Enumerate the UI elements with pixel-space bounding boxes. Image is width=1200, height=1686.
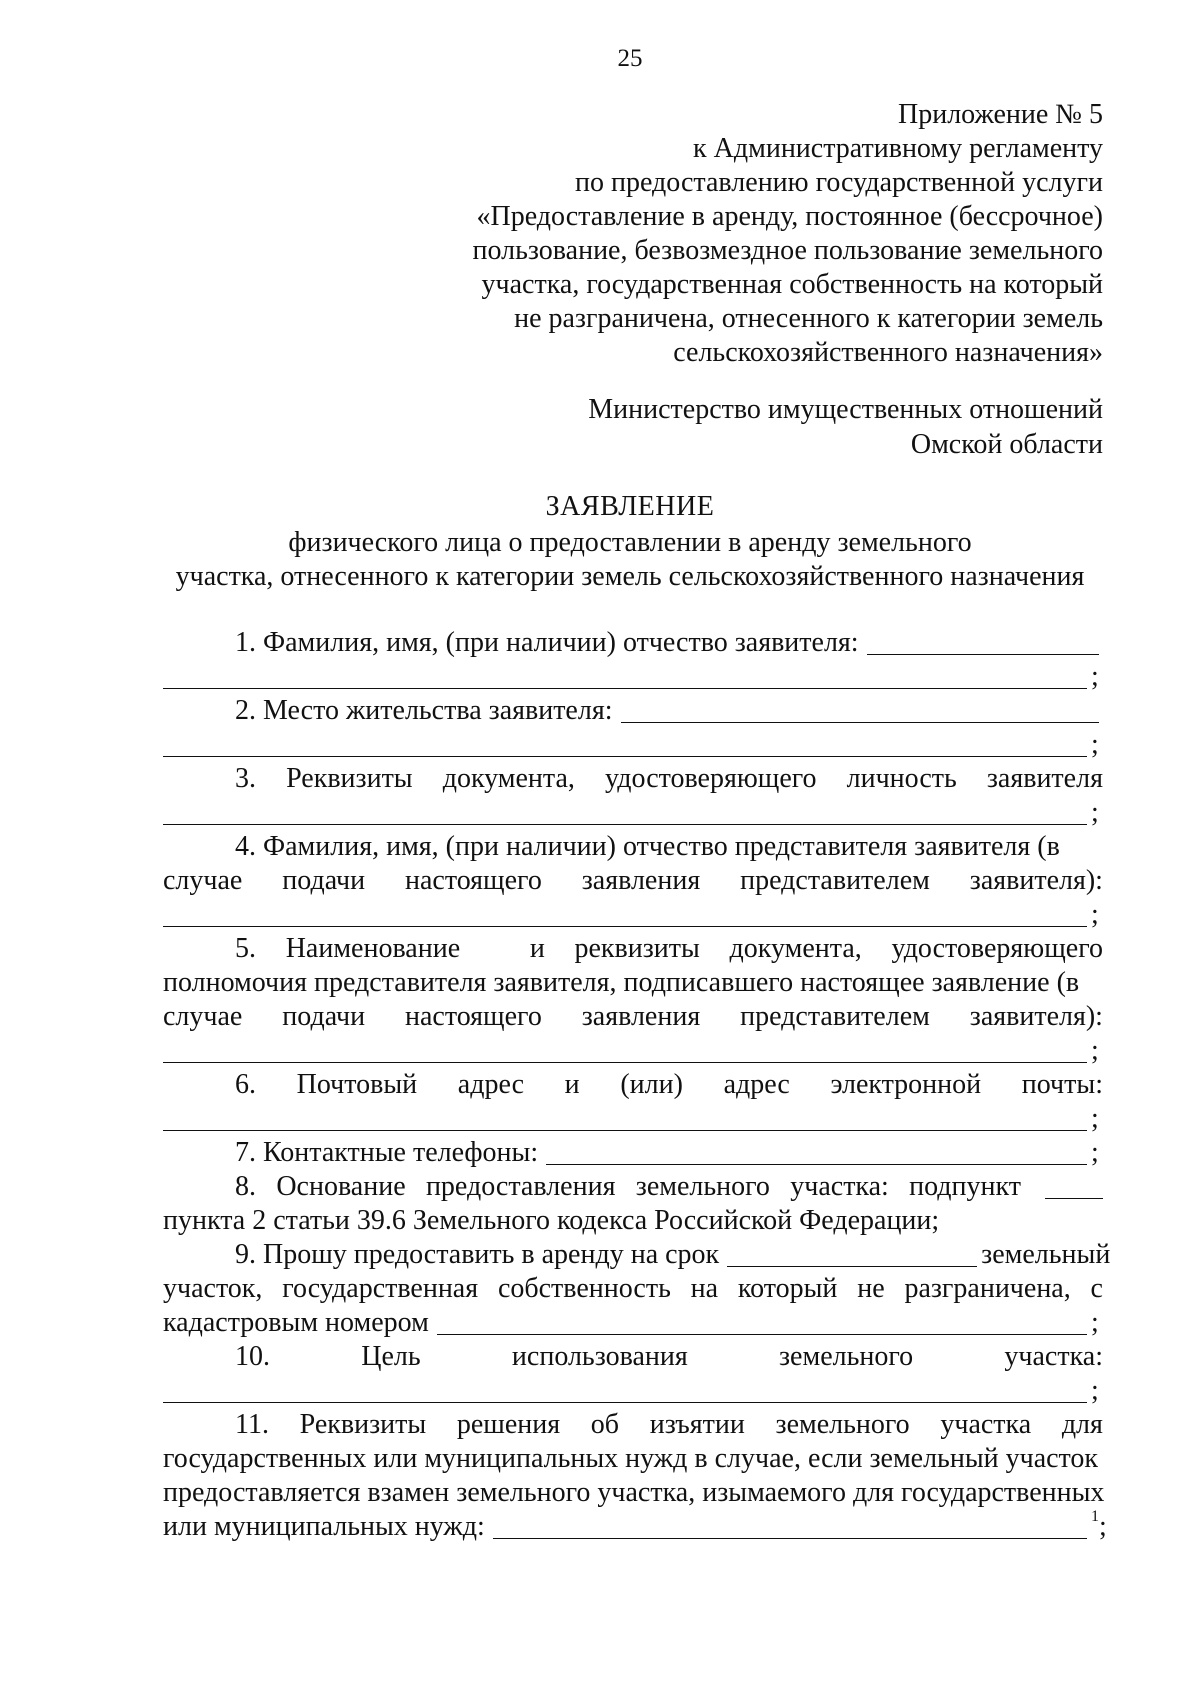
word: участка: <box>1004 1341 1103 1372</box>
item-11-line-3 <box>163 1476 1103 1510</box>
word: государственная <box>282 1273 479 1304</box>
word: собственность <box>497 1273 671 1304</box>
postal-email-field[interactable] <box>163 1106 1087 1131</box>
word: решения <box>456 1409 561 1440</box>
addressee-line-1: Министерство имущественных отношений <box>588 394 1103 425</box>
addressee <box>588 392 1103 462</box>
word: земельного <box>778 1341 914 1372</box>
word: разграничена, <box>904 1273 1071 1304</box>
item-1 <box>163 626 1103 660</box>
appendix-line: пользование, безвозмездное пользование земельного <box>472 235 1103 266</box>
appendix-line: «Предоставление в аренду, постоянное (бессрочное) <box>476 201 1103 232</box>
word: представителем <box>740 1001 930 1032</box>
semicolon: ; <box>1091 1103 1099 1134</box>
item-11-line-2 <box>163 1442 1103 1476</box>
residence-field[interactable] <box>621 698 1100 723</box>
word: Основание <box>276 1171 406 1202</box>
word: участка: <box>790 1171 889 1202</box>
identity-document-field[interactable] <box>163 800 1087 825</box>
item-3 <box>163 762 1103 796</box>
semicolon: ; <box>1099 1511 1107 1542</box>
word: заявления <box>581 865 701 896</box>
word: случае <box>163 1001 243 1032</box>
word: использования <box>511 1341 688 1372</box>
item-4-line-2 <box>163 864 1103 898</box>
applicant-name-field[interactable] <box>867 630 1099 655</box>
word: настоящего <box>404 865 542 896</box>
word: изъятии <box>649 1409 745 1440</box>
word: участок, <box>163 1273 263 1304</box>
word: и <box>564 1069 580 1100</box>
word: заявителя <box>986 763 1103 794</box>
item-9-line-3 <box>163 1306 1103 1340</box>
page-number: 25 <box>617 45 643 72</box>
word: настоящего <box>404 1001 542 1032</box>
appendix-line: Приложение № 5 <box>898 99 1103 130</box>
word: об <box>590 1409 620 1440</box>
word: документа, <box>729 933 862 964</box>
appendix-line: по предоставлению государственной услуги <box>575 167 1103 198</box>
word: 10. <box>235 1341 270 1372</box>
appendix-line: сельскохозяйственного назначения» <box>673 337 1103 368</box>
item-9-word: земельный <box>981 1239 1111 1270</box>
subparagraph-field[interactable] <box>1045 1174 1103 1199</box>
withdrawal-decision-field[interactable] <box>493 1514 1087 1539</box>
item-8 <box>163 1170 1103 1204</box>
word: подпункт <box>909 1171 1021 1202</box>
authority-document-field[interactable] <box>163 1038 1087 1063</box>
addressee-line-2: Омской области <box>910 429 1103 460</box>
item-5-continuation <box>163 1034 1103 1068</box>
word: предоставления <box>425 1171 616 1202</box>
semicolon: ; <box>1091 1307 1099 1338</box>
subtitle-line-2: участка, отнесенного к категории земель сельскохозяйственного назначения <box>175 561 1085 592</box>
word: удостоверяющего <box>605 763 817 794</box>
word: Наименование <box>285 933 461 964</box>
word: для <box>1061 1409 1103 1440</box>
word: 5. <box>235 933 256 964</box>
word: земельного <box>635 1171 770 1202</box>
document-subtitle <box>150 526 1110 594</box>
semicolon: ; <box>1091 1137 1099 1168</box>
word: (или) <box>620 1069 683 1100</box>
item-6 <box>163 1068 1103 1102</box>
word: адрес <box>457 1069 525 1100</box>
applicant-name-field-cont[interactable] <box>163 664 1087 689</box>
word: удостоверяющего <box>891 933 1103 964</box>
word: представителем <box>740 865 930 896</box>
word: не <box>857 1273 885 1304</box>
item-11-label: или муниципальных нужд: <box>163 1511 485 1542</box>
residence-field-cont[interactable] <box>163 732 1087 757</box>
word: 6. <box>235 1069 256 1100</box>
item-11-line-4 <box>163 1508 1107 1544</box>
word: 11. <box>235 1409 269 1440</box>
item-5-line-3 <box>163 1000 1103 1034</box>
word: 3. <box>235 763 256 794</box>
appendix-heading <box>473 98 1103 370</box>
item-4-continuation <box>163 898 1103 932</box>
application-form <box>163 626 1111 1544</box>
semicolon: ; <box>1091 1035 1099 1066</box>
item-6-continuation <box>163 1102 1103 1136</box>
item-11-text: предоставляется взамен земельного участка, изымаемого для государственных <box>163 1477 1105 1508</box>
item-2-continuation <box>163 728 1103 762</box>
land-use-purpose-field[interactable] <box>163 1378 1087 1403</box>
appendix-line: участка, государственная собственность на который <box>481 269 1103 300</box>
lease-term-field[interactable] <box>727 1242 977 1267</box>
word: Цель <box>361 1341 421 1372</box>
word: Почтовый <box>296 1069 418 1100</box>
word: участка <box>940 1409 1032 1440</box>
item-2 <box>163 694 1103 728</box>
word: документа, <box>442 763 575 794</box>
subtitle-line-1: физического лица о предоставлении в аренду земельного <box>288 527 972 558</box>
item-5-line-2 <box>163 966 1103 1000</box>
item-8-words <box>235 1170 1021 1204</box>
semicolon: ; <box>1091 661 1099 692</box>
item-9 <box>163 1238 1111 1272</box>
item-5-text: полномочия представителя заявителя, подписавшего настоящее заявление (в <box>163 967 1080 998</box>
phone-field[interactable] <box>546 1140 1087 1165</box>
word: заявителя): <box>969 1001 1103 1032</box>
word: Реквизиты <box>299 1409 427 1440</box>
semicolon: ; <box>1091 1375 1099 1406</box>
semicolon: ; <box>1091 797 1099 828</box>
item-11-text: государственных или муниципальных нужд в случае, если земельный участок <box>163 1443 1099 1474</box>
item-8-text: пункта 2 статьи 39.6 Земельного кодекса Российской Федерации; <box>163 1205 940 1236</box>
semicolon: ; <box>1091 899 1099 930</box>
item-10-continuation <box>163 1374 1103 1408</box>
representative-name-field[interactable] <box>163 902 1087 927</box>
appendix-line: к Административному регламенту <box>693 133 1103 164</box>
item-2-label: 2. Место жительства заявителя: <box>235 695 613 726</box>
word: подачи <box>282 865 366 896</box>
word: и <box>529 933 545 964</box>
word: с <box>1090 1273 1103 1304</box>
item-4-label: 4. Фамилия, имя, (при наличии) отчество представителя заявителя (в <box>235 831 1060 862</box>
item-9-label: 9. Прошу предоставить в аренду на срок <box>235 1239 720 1270</box>
item-10 <box>163 1340 1103 1374</box>
word: на <box>690 1273 719 1304</box>
item-11 <box>163 1408 1103 1442</box>
item-9-cadastral-label: кадастровым номером <box>163 1307 429 1338</box>
footnote-semicolon <box>1091 1508 1107 1544</box>
word: 8. <box>235 1171 256 1202</box>
semicolon: ; <box>1091 729 1099 760</box>
item-9-line-2 <box>163 1272 1103 1306</box>
word: Реквизиты <box>286 763 413 794</box>
item-3-continuation <box>163 796 1103 830</box>
word: почты: <box>1021 1069 1103 1100</box>
word: личность <box>846 763 957 794</box>
footnote-mark: 1 <box>1091 1508 1099 1525</box>
word: заявителя): <box>969 865 1103 896</box>
word: подачи <box>282 1001 366 1032</box>
word: реквизиты <box>574 933 700 964</box>
word: электронной <box>830 1069 982 1100</box>
word: заявления <box>581 1001 701 1032</box>
item-1-label: 1. Фамилия, имя, (при наличии) отчество заявителя: <box>235 627 859 658</box>
word: который <box>737 1273 838 1304</box>
item-1-continuation <box>163 660 1103 694</box>
cadastral-number-field[interactable] <box>437 1310 1087 1335</box>
word: земельного <box>775 1409 910 1440</box>
item-8-line-2 <box>163 1204 1103 1238</box>
item-5 <box>163 932 1103 966</box>
item-7-label: 7. Контактные телефоны: <box>235 1137 539 1168</box>
item-7 <box>163 1136 1103 1170</box>
word: адрес <box>723 1069 790 1100</box>
word: случае <box>163 865 243 896</box>
item-4 <box>163 830 1103 864</box>
document-title: ЗАЯВЛЕНИЕ <box>545 491 715 522</box>
appendix-line: не разграничена, отнесенного к категории земель <box>514 303 1103 334</box>
